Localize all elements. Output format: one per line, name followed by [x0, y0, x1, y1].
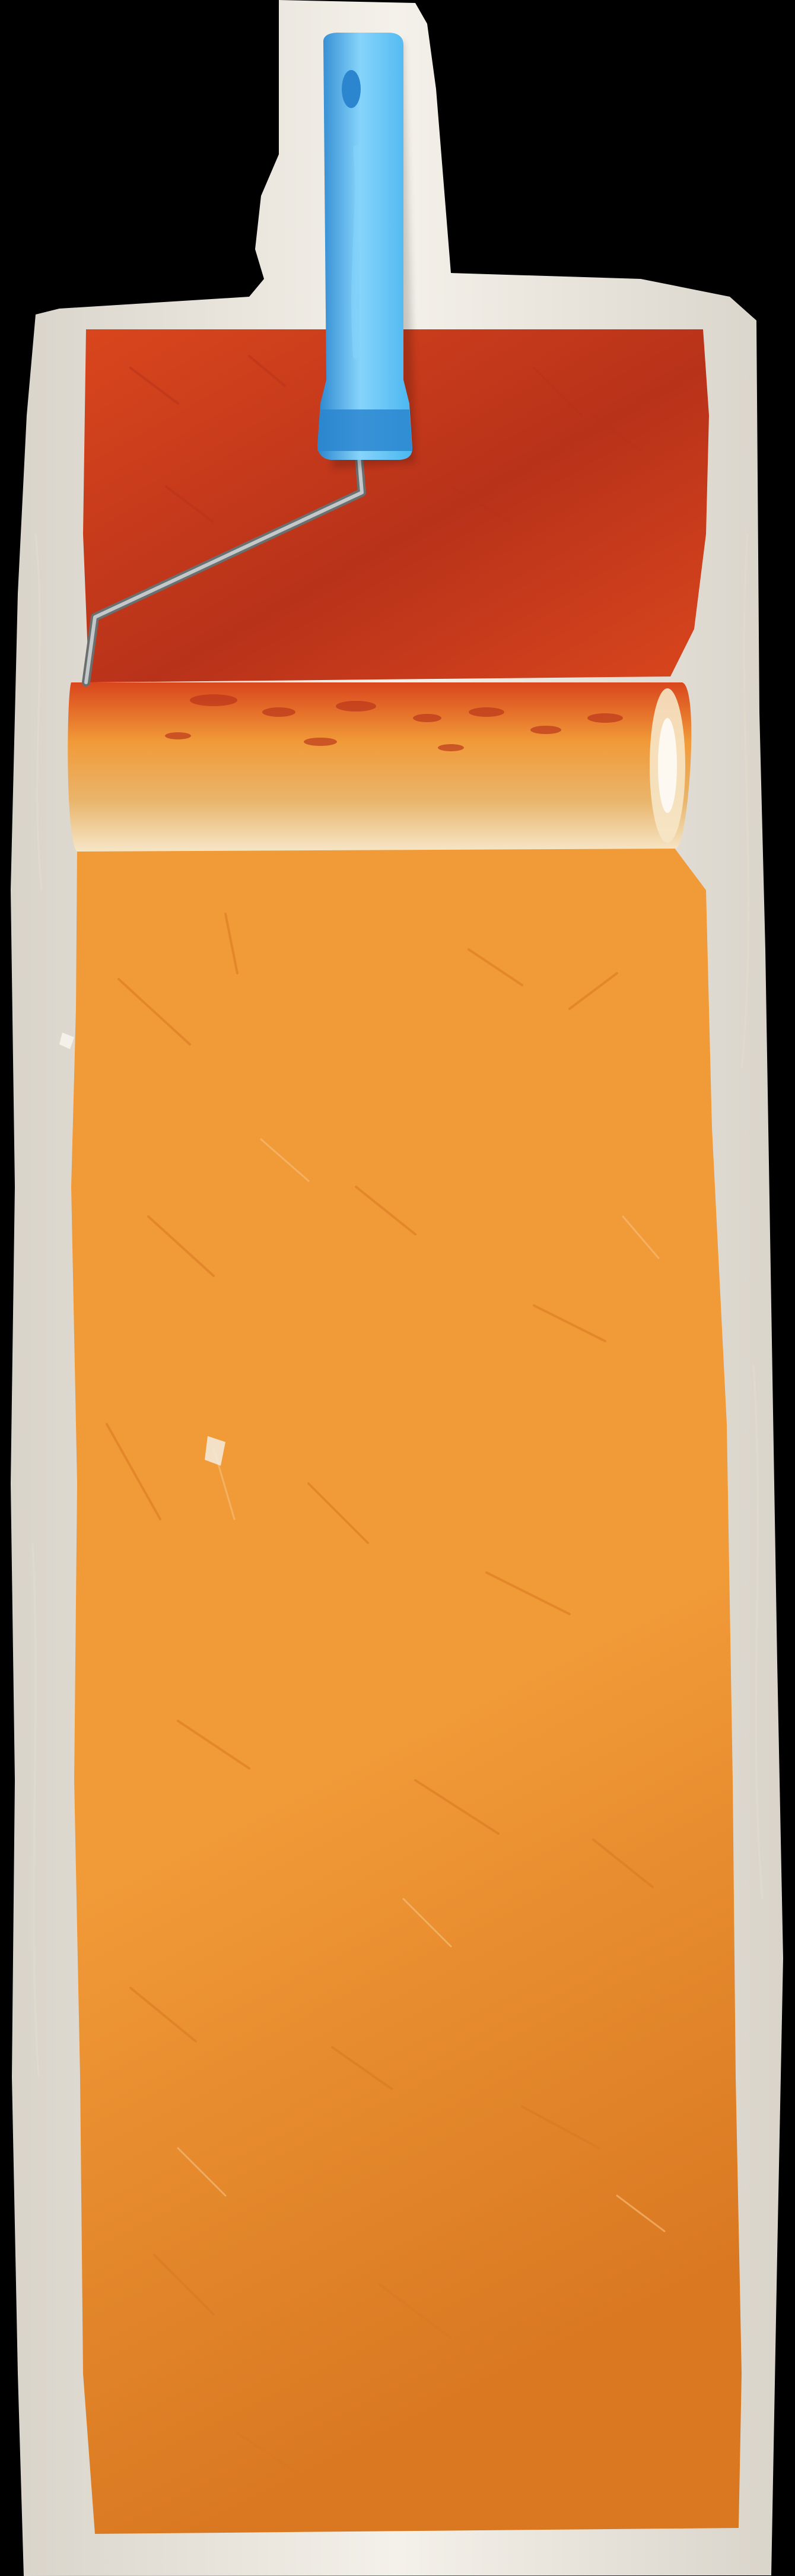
handle-hole-icon: [342, 70, 361, 108]
orange-paint-stripe: [71, 843, 742, 2534]
roller-handle: [317, 33, 412, 460]
roller-cover: [68, 682, 691, 852]
